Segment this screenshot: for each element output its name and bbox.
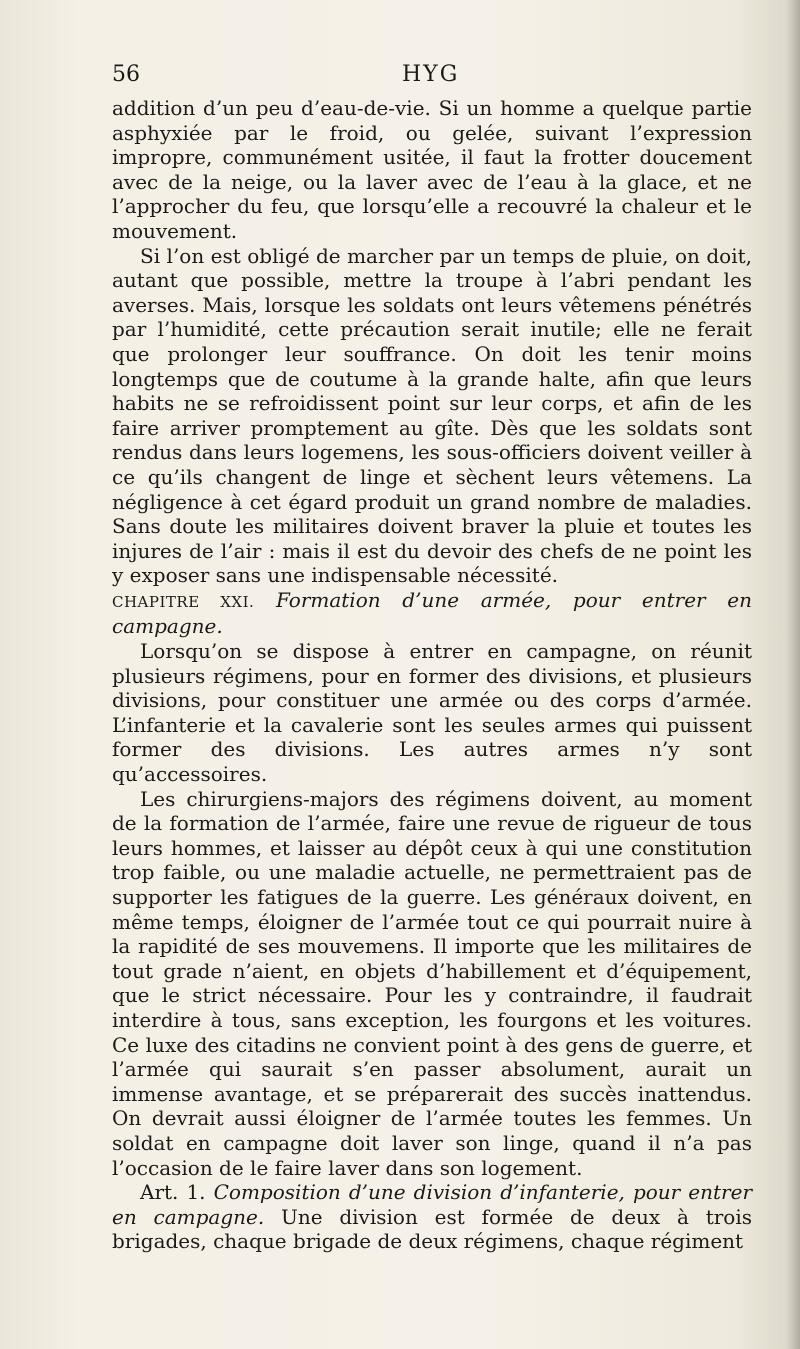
chapter-label: CHAPITRE XXI. (112, 592, 255, 611)
running-head: HYG (402, 62, 460, 87)
page-edge-shadow (786, 0, 800, 1349)
page-number: 56 (112, 62, 140, 87)
page-text-block (112, 62, 752, 1254)
paragraph-surgeons-review: Les chirurgiens-majors des régimens doivent, au moment de la formation de l’armée, faire une revue de rigueur de tous leurs hommes, et laisser au dépôt ceux à qui une constitution trop faible, ou une maladie actuelle, ne permettraient pas de supporter les fatigues de la guerre. Les généraux doivent, en même temps, éloigner de l’armée tout ce qui pourrait nuire à la rapidité de ses mouvemens. Il importe que les militaires de tout grade n’aient, en objets d’habillement et d’équipement, que le strict nécessaire. Pour les y contraindre, il faudrait interdire à tous, sans exception, les fourgons et les voitures. Ce luxe des citadins ne convient point à des gens de guerre, et l’armée qui saurait s’en passer absolument, aurait un immense avantage, et se préparerait des succès inattendus. On devrait aussi éloigner de l’armée toutes les femmes. Un soldat en campagne doit laver son linge, quand il n’a pas l’occasion de le faire laver dans son logement. (112, 786, 752, 1180)
page-header (112, 62, 752, 96)
paragraph-continuation: addition d’un peu d’eau-de-vie. Si un homme a quelque partie asphyxiée par le froid, ou gelée, suivant l’expression impropre, communément usitée, il faut la frotter doucement avec de la neige, ou la laver avec de l’eau à la glace, et ne l’approcher du feu, que lorsqu’elle a recouvré la chaleur et le mouvement. (112, 96, 752, 243)
chapter-heading (112, 588, 752, 639)
chapter-title: Formation d’une armée, pour entrer en campagne. (112, 587, 752, 639)
article-prefix: Art. 1. (140, 1180, 206, 1205)
paragraph-campaign-entry: Lorsqu’on se dispose à entrer en campagne, on réunit plusieurs régimens, pour en former des divisions, et plusieurs divisions, pour constituer une armée ou des corps d’armée. L’infanterie et la cavalerie sont les seules armes qui puissent former des divisions. Les autres armes n’y sont qu’accessoires. (112, 639, 752, 787)
paragraph-article-one (112, 1180, 752, 1254)
article-title: Composition d’une division d’infanterie, pour entrer en campagne. (112, 1180, 753, 1229)
article-body: Une division est formée de deux à trois brigades, chaque brigade de deux régimens, chaque régiment (112, 1204, 752, 1254)
paragraph-rain-march: Si l’on est obligé de marcher par un temps de pluie, on doit, autant que possible, mettre la troupe à l’abri pendant les averses. Mais, lorsque les soldats ont leurs vêtemens pénétrés par l’humidité, cette précaution serait inutile; elle ne ferait que prolonger leur souffrance. On doit les tenir moins longtemps que de coutume à la grande halte, afin que leurs habits ne se refroidissent point sur leur corps, et afin de les faire arriver promptement au gîte. Dès que les soldats sont rendus dans leurs logemens, les sous-officiers doivent veiller à ce qu’ils changent de linge et sèchent leurs vêtemens. La négligence à cet égard produit un grand nombre de maladies. Sans doute les militaires doivent braver la pluie et toutes les injures de l’air : mais il est du devoir des chefs de ne point les y exposer sans une indispensable nécessité. (112, 243, 752, 588)
